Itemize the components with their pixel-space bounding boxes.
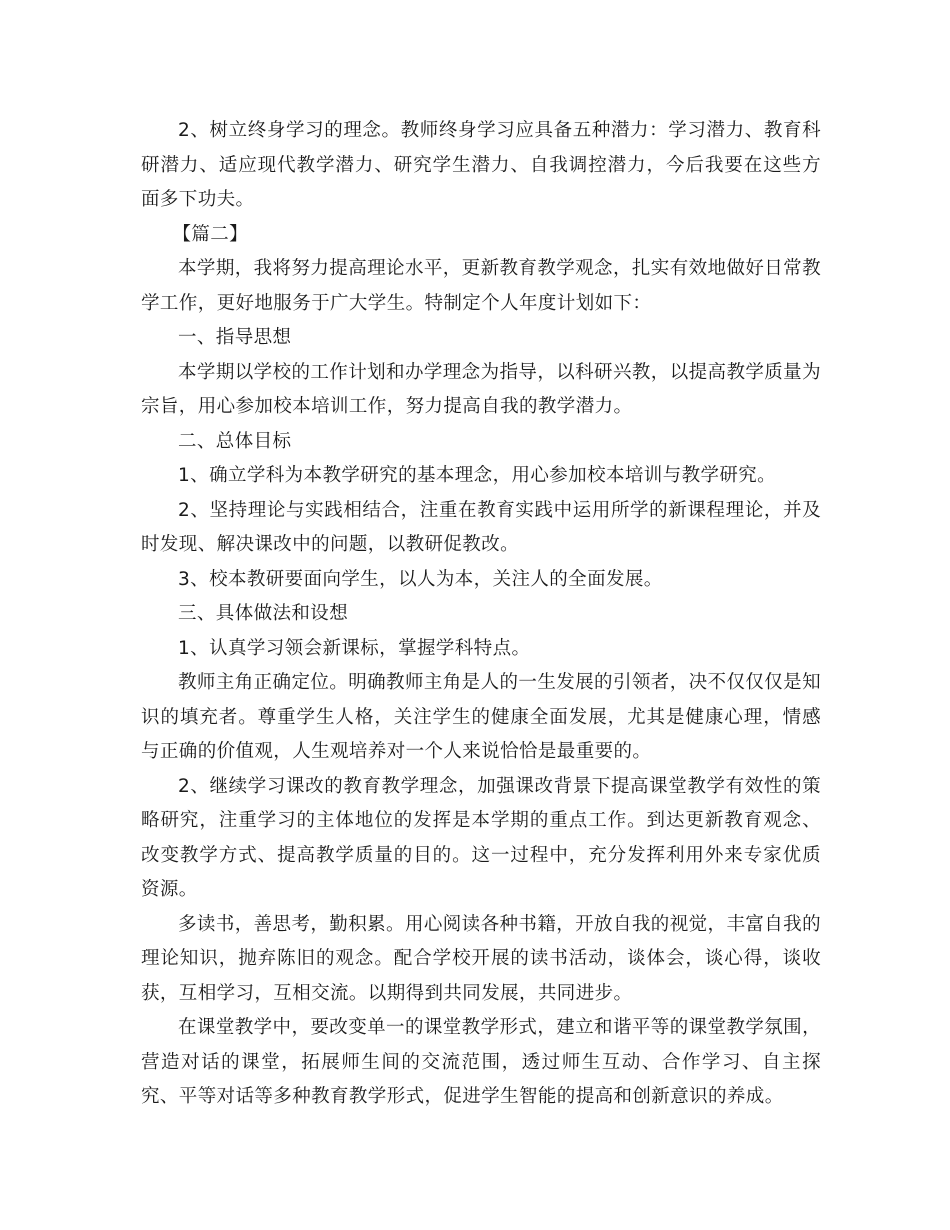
heading-methods: 三、具体做法和设想 [178,603,349,624]
paragraph-reading: 多读书，善思考，勤积累。用心阅读各种书籍，开放自我的视觉，丰富自我的理论知识，抛弃陈旧的观念。配合学校开展的读书活动，谈体会，谈心得，谈收获，互相学习，互相交流。以期得到共同发展，共同进步。 [141,913,821,1004]
paragraph-method-2: 2、继续学习课改的教育教学理念，加强课改背景下提高课堂教学有效性的策略研究，注重学习的主体地位的发挥是本学期的重点工作。到达更新教育观念、改变教学方式、提高教学质量的目的。这一过程中，充分发挥利用外来专家优质资源。 [141,775,821,900]
paragraph-intro: 本学期，我将努力提高理论水平，更新教育教学观念，扎实有效地做好日常教学工作，更好地服务于广大学生。特制定个人年度计划如下： [141,258,821,314]
paragraph-method-1: 1、认真学习领会新课标，掌握学科特点。 [178,637,531,659]
paragraph-goal-2: 2、坚持理论与实践相结合，注重在教育实践中运用所学的新课程理论，并及时发现、解决课改中的问题，以教研促教改。 [141,499,821,555]
paragraph-goal-1: 1、确立学科为本教学研究的基本理念，用心参加校本培训与教学研究。 [178,465,777,486]
heading-guiding-thought: 一、指导思想 [178,327,292,348]
paragraph-goal-3: 3、校本教研要面向学生，以人为本，关注人的全面发展。 [178,568,663,590]
document-body [141,114,821,1115]
paragraph-lifelong-learning: 2、树立终身学习的理念。教师终身学习应具备五种潜力：学习潜力、教育科研潜力、适应现代教学潜力、研究学生潜力、自我调控潜力，今后我要在这些方面多下功夫。 [141,120,821,210]
paragraph-teacher-role: 教师主角正确定位。明确教师主角是人的一生发展的引领者，决不仅仅仅是知识的填充者。尊重学生人格，关注学生的健康全面发展，尤其是健康心理，情感与正确的价值观，人生观培养对一个人来说恰恰是最重要的。 [141,672,821,762]
section-heading-part-two: 【篇二】 [172,223,249,245]
paragraph-guiding-thought: 本学期以学校的工作计划和办学理念为指导，以科研兴教，以提高教学质量为宗旨，用心参加校本培训工作，努力提高自我的教学潜力。 [141,361,821,417]
heading-overall-goals: 二、总体目标 [178,430,292,452]
paragraph-classroom-teaching: 在课堂教学中，要改变单一的课堂教学形式，建立和谐平等的课堂教学氛围，营造对话的课堂，拓展师生间的交流范围，透过师生互动、合作学习、自主探究、平等对话等多种教育教学形式，促进学生智能的提高和创新意识的养成。 [141,1017,821,1107]
